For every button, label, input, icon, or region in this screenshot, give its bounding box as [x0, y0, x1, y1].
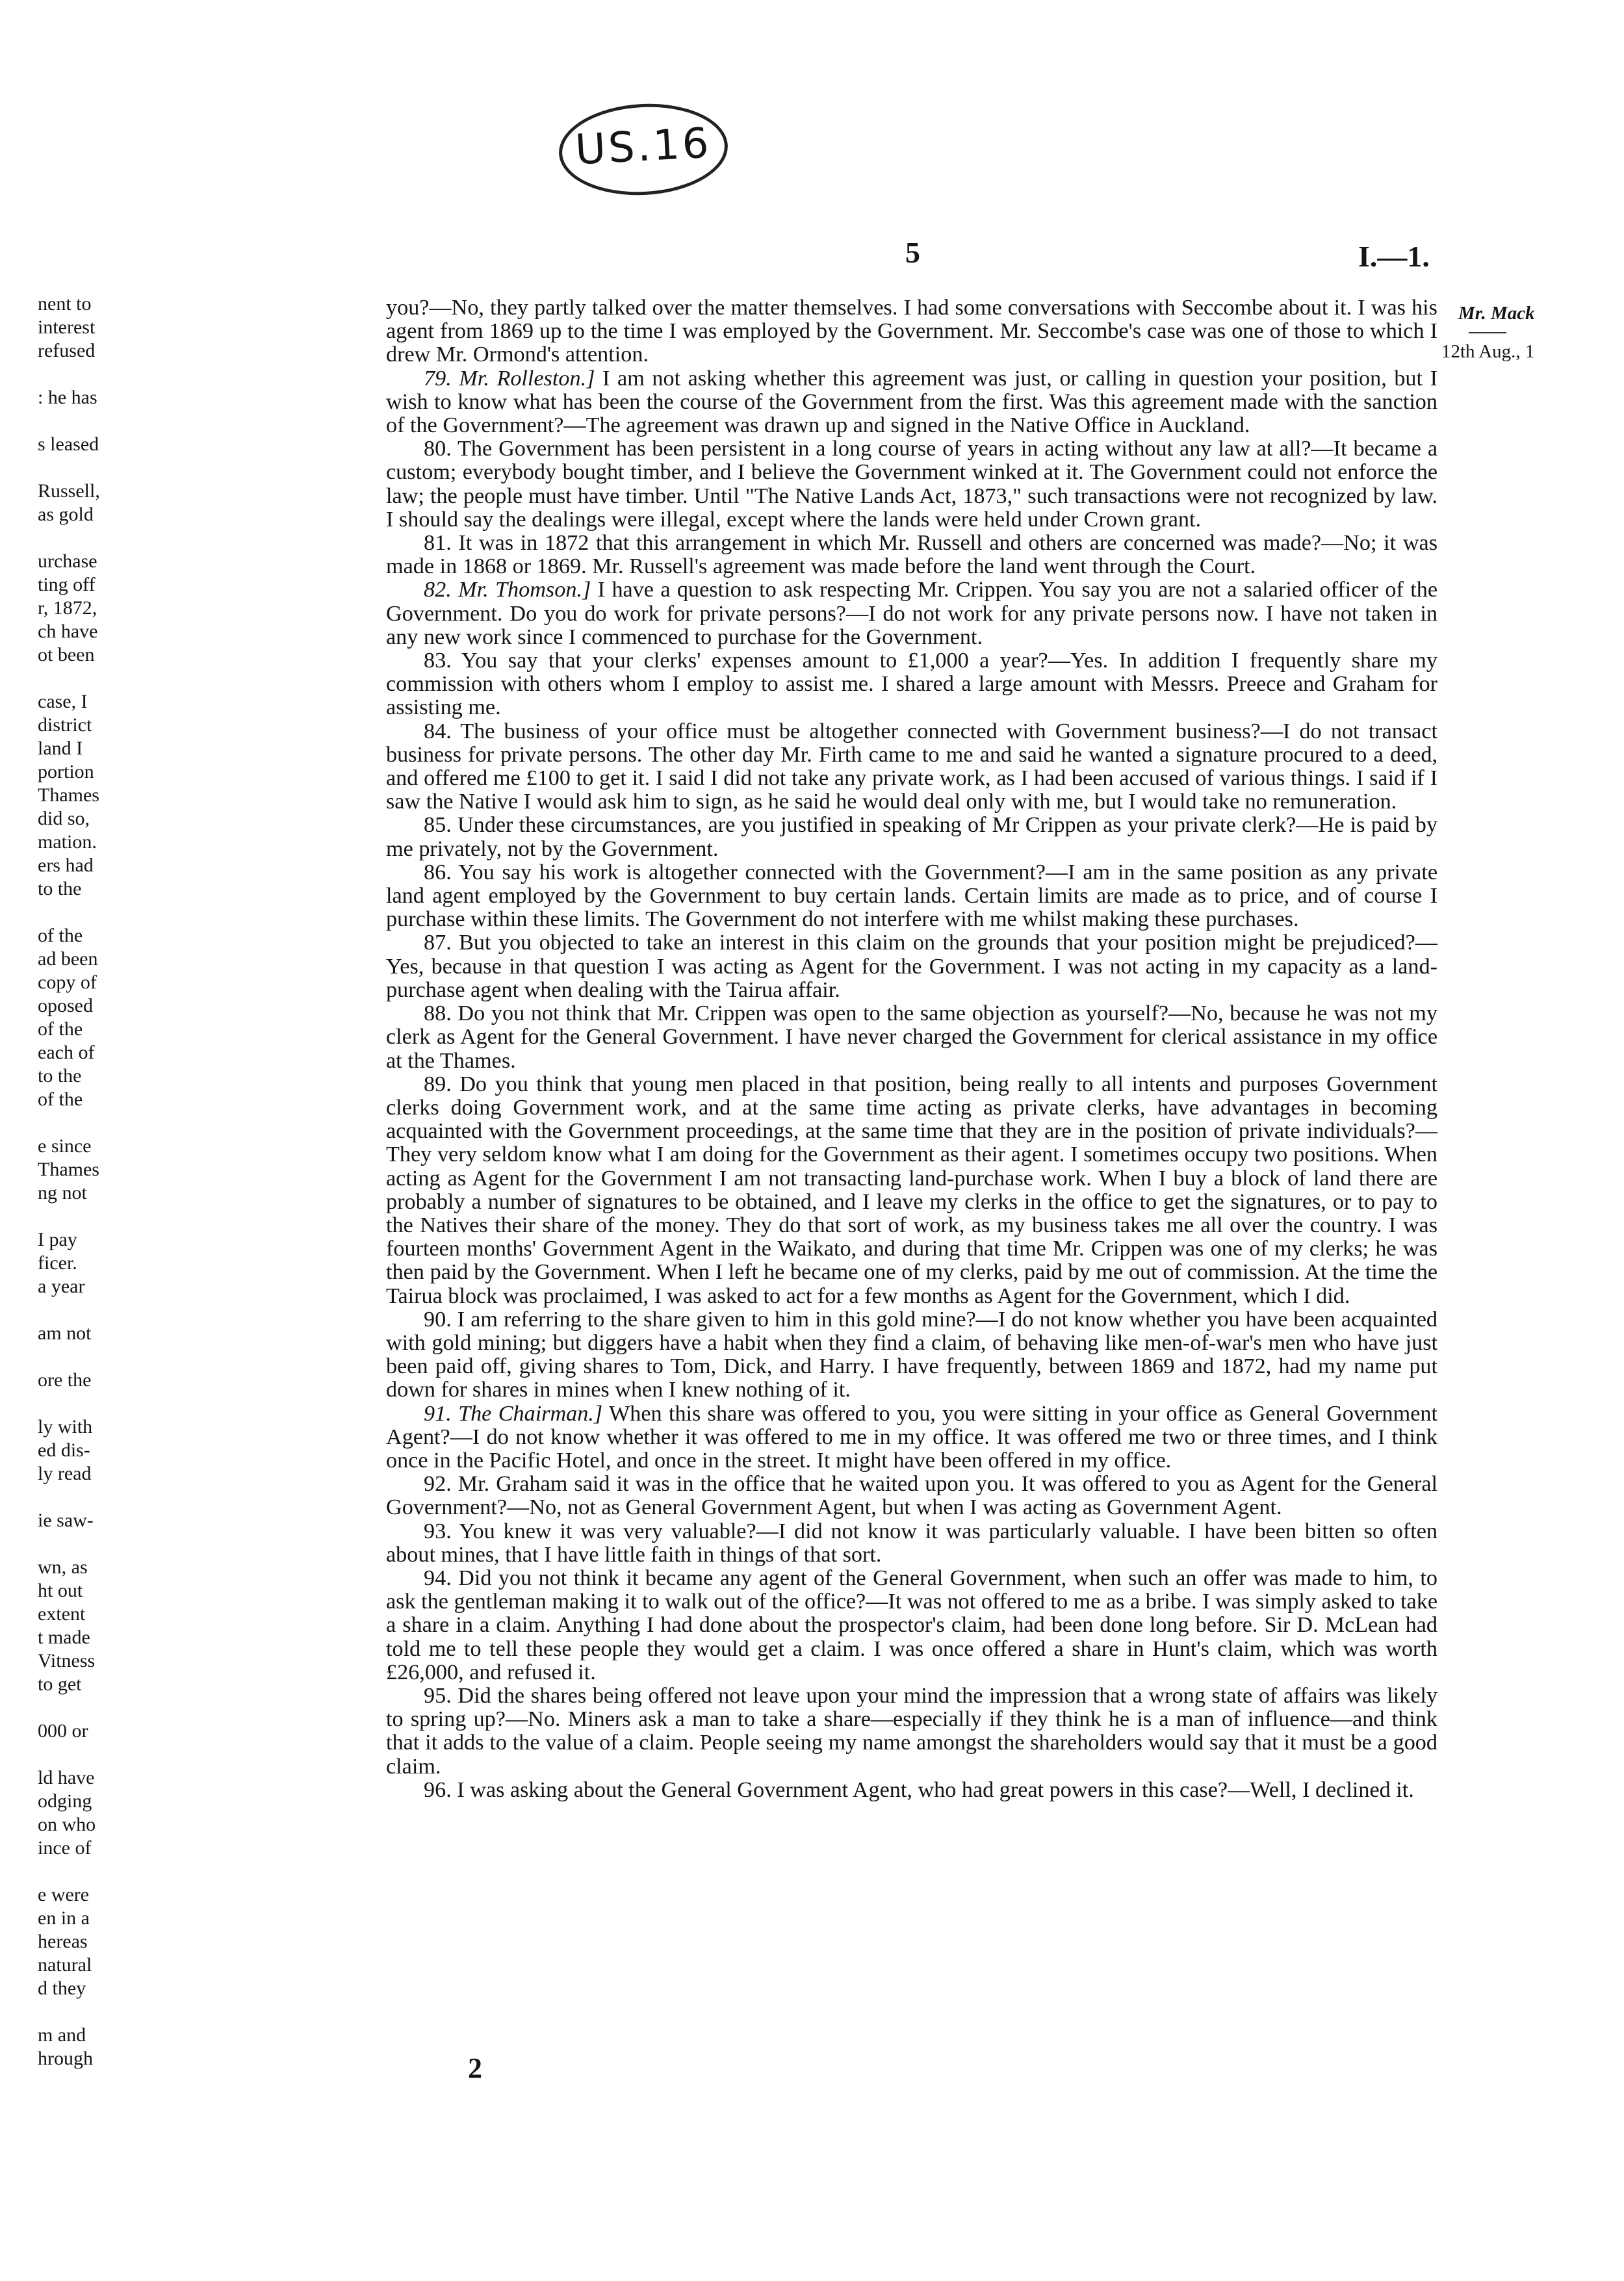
paragraph-text: 88. Do you not think that Mr. Crippen was open to the same objection as yourself?—No, because he was not my clerk as Agent for the General Government. I have never charged the Government for clerical assistance in my office at the Thames.	[386, 1001, 1437, 1073]
paragraph-text: 84. The business of your office must be altogether connected with Government business?—I do not transact business for private persons. The other day Mr. Firth came to me and said he wanted a signature procured to a deed, and offered me £100 to get it. I said I did not take any private work, as I had been accused of various things. I said if I saw the Native I would ask him to sign, as he said he would deal only with me, but I would take no remuneration.	[386, 719, 1437, 814]
paragraph-text: I am not asking whether this agreement was just, or calling in question your position, but I wish to know what has been the course of the Government from the first. Was this agreement made with the sanction of the Government?—The agreement was drawn up and signed in the Native Office in Auckland.	[386, 366, 1437, 438]
margin-fragment	[38, 409, 114, 433]
paragraph-text: you?—No, they partly talked over the matter themselves. I had some conversations with Seccombe about it. I was his agent from 1869 up to the time I was employed by the Government. Mr. Seccombe's case was one of those to which I drew Mr. Ormond's attention.	[386, 296, 1437, 367]
margin-fragment: m and	[38, 2024, 86, 2046]
paragraph-text: 83. You say that your clerks' expenses amount to £1,000 a year?—Yes. In addition I frequently share my commission with others whom I employ to assist me. I shared a large amount with Messrs. Preece and Graham for assisting me.	[386, 649, 1437, 720]
margin-fragment: interest	[38, 316, 96, 338]
testimony-paragraph	[386, 1073, 1437, 1308]
testimony-paragraph	[386, 1402, 1437, 1473]
margin-fragment: extent	[38, 1603, 86, 1625]
margin-fragment	[38, 363, 114, 386]
margin-fragment: on who	[38, 1814, 96, 1835]
margin-fragment: to the	[38, 1065, 82, 1087]
testimony-paragraph	[386, 437, 1437, 532]
testimony-paragraph	[386, 1520, 1437, 1567]
paragraph-text: I have a question to ask respecting Mr. Crippen. You say you are not a salaried officer of the Government. Do you do work for private persons?—I do not work for any private persons now. I have not taken in any new work since I commenced to purchase for the Government.	[386, 578, 1437, 649]
margin-fragment: of the	[38, 1018, 83, 1040]
margin-fragment: hrough	[38, 2048, 93, 2069]
margin-fragment	[38, 1111, 114, 1135]
margin-fragment: as gold	[38, 504, 94, 525]
margin-fragment: Thames	[38, 1159, 99, 1180]
margin-fragment: Vitness	[38, 1650, 96, 1671]
paragraph-text: 90. I am referring to the share given to him in this gold mine?—I do not know whether you have been acquainted with gold mining; but diggers have a habit when they find a claim, of behaving like men-of-war's men who have just been paid off, giving shares to Tom, Dick, and Harry. I have frequently, between 1869 and 1872, had my name put down for shares in mines when I knew nothing of it.	[386, 1307, 1437, 1402]
stamp-label: US.16	[574, 119, 713, 175]
margin-fragment: en in a	[38, 1907, 90, 1929]
margin-fragment: wn, as	[38, 1556, 88, 1578]
testimony-paragraph	[386, 649, 1437, 720]
margin-fragment	[38, 1486, 114, 1509]
testimony-paragraph	[386, 1684, 1437, 1779]
margin-fragment: ers had	[38, 855, 94, 876]
margin-fragment: ore the	[38, 1369, 92, 1391]
margin-fragment: 000 or	[38, 1720, 88, 1742]
side-note-divider	[1469, 332, 1506, 333]
testimony-paragraph	[386, 720, 1437, 814]
margin-fragment: case, I	[38, 691, 88, 712]
testimony-paragraph	[386, 861, 1437, 932]
margin-fragment	[38, 456, 114, 480]
margin-fragment: odging	[38, 1790, 92, 1812]
margin-fragment: : he has	[38, 387, 97, 408]
document-reference: I.—1.	[1358, 240, 1430, 273]
margin-fragment: d they	[38, 1978, 86, 1999]
margin-fragment: did so,	[38, 808, 90, 829]
side-note	[1441, 303, 1624, 363]
margin-fragment: e were	[38, 1884, 90, 1905]
paragraph-text: 80. The Government has been persistent in a long course of years in acting without any law at all?—It became a custom; everybody bought timber, and I believe the Government winked at it. The Government could not enforce the law; the people must have timber. Until "The Native Lands Act, 1873," such transactions were not recognized by law. I should say the dealings were illegal, except where the lands were held under Crown grant.	[386, 437, 1437, 532]
margin-fragment: t made	[38, 1627, 90, 1648]
testimony-paragraph	[386, 1002, 1437, 1073]
margin-fragment: am not	[38, 1322, 92, 1344]
testimony-paragraph	[386, 1779, 1437, 1802]
margin-fragment: district	[38, 714, 92, 736]
testimony-body	[386, 296, 1437, 1802]
margin-fragment	[38, 1743, 114, 1766]
margin-fragment: to get	[38, 1673, 82, 1695]
margin-fragment: ng not	[38, 1182, 87, 1204]
testimony-paragraph	[386, 578, 1437, 649]
speaker-label: 91. The Chairman.]	[424, 1401, 603, 1426]
margin-fragment: ting off	[38, 574, 96, 595]
margin-fragment: ly read	[38, 1463, 92, 1484]
testimony-date: 12th Aug., 1	[1441, 341, 1535, 362]
paragraph-text: 92. Mr. Graham said it was in the office that he waited upon you. It was offered to you as Agent for the General Government?—No, not as General Government Agent, but when I was acting as Government Agent.	[386, 1472, 1437, 1520]
margin-fragment: ficer.	[38, 1252, 77, 1274]
margin-fragment: e since	[38, 1135, 92, 1157]
handwritten-stamp	[557, 99, 730, 199]
margin-fragment: mation.	[38, 831, 97, 853]
witness-name: Mr. Mack	[1458, 303, 1535, 324]
margin-fragment: r, 1872,	[38, 597, 97, 619]
margin-fragment	[38, 1532, 114, 1556]
left-margin-fragments	[38, 292, 114, 2070]
paragraph-text: 95. Did the shares being offered not leave upon your mind the impression that a wrong state of affairs was likely to spring up?—No. Miners ask a man to take a share—especially if they think he is a man of influence—and think that it adds to the value of a claim. People seeing my name amongst the shareholders would say that it must be a good claim.	[386, 1683, 1437, 1779]
margin-fragment: I pay	[38, 1229, 77, 1250]
margin-fragment: hereas	[38, 1931, 88, 1952]
signature-mark: 2	[468, 2052, 482, 2084]
margin-fragment: oposed	[38, 995, 93, 1016]
margin-fragment: Thames	[38, 784, 99, 806]
margin-fragment: ad been	[38, 948, 98, 970]
margin-fragment	[38, 901, 114, 924]
paragraph-text: When this share was offered to you, you were sitting in your office as General Government Agent?—I do not know whether it was offered to me in my office. It was offered me two or three times, and I think once in the Pacific Hotel, and once in the street. It might have been offered in my office.	[386, 1401, 1437, 1473]
margin-fragment: each of	[38, 1042, 95, 1063]
margin-fragment	[38, 1392, 114, 1415]
margin-fragment: land I	[38, 738, 83, 759]
testimony-paragraph	[386, 367, 1437, 438]
margin-fragment: copy of	[38, 972, 97, 993]
margin-fragment: ly with	[38, 1416, 93, 1437]
margin-fragment: ie saw-	[38, 1510, 94, 1531]
margin-fragment	[38, 1205, 114, 1228]
margin-fragment: ince of	[38, 1837, 92, 1859]
testimony-paragraph	[386, 532, 1437, 578]
margin-fragment	[38, 2000, 114, 2024]
speaker-label: 82. Mr. Thomson.]	[424, 578, 591, 602]
margin-fragment: ht out	[38, 1580, 83, 1601]
testimony-paragraph	[386, 931, 1437, 1002]
testimony-paragraph	[386, 296, 1437, 367]
speaker-label: 79. Mr. Rolleston.]	[424, 366, 595, 391]
paragraph-text: 87. But you objected to take an interest in this claim on the grounds that your position might be prejudiced?—Yes, because in that question I was acting as Agent for the Government. I was not acting in my capacity as a land-purchase agent when dealing with the Tairua affair.	[386, 931, 1437, 1002]
paragraph-text: 85. Under these circumstances, are you justified in speaking of Mr Crippen as your private clerk?—He is paid by me privately, not by the Government.	[386, 813, 1437, 861]
paragraph-text: 94. Did you not think it became any agent of the General Government, when such an offer was made to him, to ask the gentleman making it to walk out of the office?—It was not offered to me as a bribe. I was simply asked to take a share in a claim. Anything I had done about the prospector's claim, had been done long before. Sir D. McLean had told me to tell these people they would get a claim. I was once offered a share in Hunt's claim, which was worth £26,000, and refused it.	[386, 1566, 1437, 1684]
testimony-paragraph	[386, 814, 1437, 860]
margin-fragment: of the	[38, 1089, 83, 1110]
margin-fragment: ed dis-	[38, 1439, 90, 1461]
testimony-paragraph	[386, 1308, 1437, 1402]
margin-fragment: ch have	[38, 621, 98, 642]
margin-fragment: nent to	[38, 293, 92, 315]
margin-fragment: refused	[38, 340, 96, 361]
margin-fragment: to the	[38, 878, 82, 899]
margin-fragment: s leased	[38, 433, 99, 455]
margin-fragment: of the	[38, 925, 83, 946]
margin-fragment: a year	[38, 1276, 85, 1297]
margin-fragment: ot been	[38, 644, 95, 665]
paragraph-text: 81. It was in 1872 that this arrangement in which Mr. Russell and others are concerned was made?—No; it was made in 1868 or 1869. Mr. Russell's agreement was made before the land went through the Court.	[386, 531, 1437, 579]
margin-fragment: ld have	[38, 1767, 95, 1788]
paragraph-text: 86. You say his work is altogether connected with the Government?—I am in the same position as any private land agent employed by the Government to buy certain lands. Certain limits are made as to price, and of course I purchase within these limits. The Government do not interfere with me whilst making these purchases.	[386, 860, 1437, 932]
margin-fragment	[38, 526, 114, 550]
margin-fragment: portion	[38, 761, 94, 782]
page-number: 5	[905, 236, 920, 269]
paragraph-text: 93. You knew it was very valuable?—I did not know it was particularly valuable. I have been bitten so often about mines, that I have little faith in things of that sort.	[386, 1519, 1437, 1567]
margin-fragment: urchase	[38, 550, 97, 572]
margin-fragment: natural	[38, 1954, 92, 1976]
testimony-paragraph	[386, 1567, 1437, 1684]
paragraph-text: 89. Do you think that young men placed in that position, being really to all intents and purposes Government clerks doing Government work, and at the same time acting as private clerks, have advantages in becoming acquainted with the Government proceedings, at the same time that they are in the position of private individuals?—They very seldom know what I am doing for the Government as their agent. I sometimes occupy two positions. When acting as Agent for the Government I am not transacting land-purchase work. When I buy a block of land there are probably a number of signatures to be obtained, and I leave my clerks in the office to get the signatures, or to pay to the Natives their share of the money. They do that sort of work, as my business takes me all over the country. I was fourteen months' Government Agent in the Waikato, and during that time Mr. Crippen was one of my clerks; he was then paid by the Government. When I left he became one of my clerks, paid by me out of commission. At the time the Tairua block was proclaimed, I was asked to act for a few months as Agent for the Government, which I did.	[386, 1072, 1437, 1308]
margin-fragment	[38, 667, 114, 690]
paragraph-text: 96. I was asking about the General Government Agent, who had great powers in this case?—Well, I declined it.	[424, 1777, 1414, 1802]
margin-fragment: Russell,	[38, 480, 100, 502]
margin-fragment	[38, 1345, 114, 1369]
margin-fragment	[38, 1860, 114, 1883]
testimony-paragraph	[386, 1473, 1437, 1519]
margin-fragment	[38, 1298, 114, 1322]
margin-fragment	[38, 1696, 114, 1720]
